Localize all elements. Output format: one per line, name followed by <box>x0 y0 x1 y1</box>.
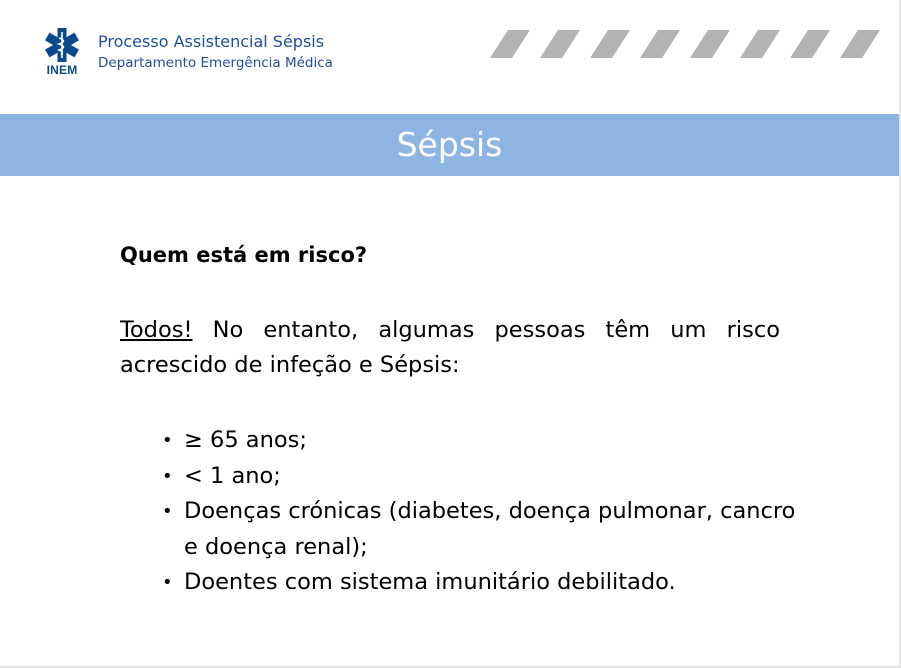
intro-rest: No entanto, algumas pessoas têm um risco acrescido de infeção e Sépsis: <box>120 317 780 378</box>
decorative-stripes <box>490 30 900 58</box>
bullet-icon: • <box>162 430 173 451</box>
list-item-text: ≥ 65 anos; <box>184 427 307 453</box>
list-item <box>162 494 802 565</box>
list-item-text: < 1 ano; <box>184 462 281 489</box>
list-item-text: Doentes com sistema imunitário debilitado. <box>184 569 676 595</box>
risk-list <box>162 423 802 601</box>
list-item <box>162 565 802 601</box>
org-title: Processo Assistencial Sépsis <box>98 32 325 51</box>
bullet-icon: • <box>162 465 173 487</box>
question-heading: Quem está em risco? <box>120 243 368 267</box>
bullet-icon: • <box>162 572 173 593</box>
bullet-icon: • <box>162 501 173 522</box>
list-item-text: Doenças crónicas (diabetes, doença pulmonar, cancro e doença renal); <box>184 498 796 560</box>
intro-paragraph <box>120 313 780 383</box>
intro-underlined: Todos! <box>120 317 193 343</box>
slide-title: Sépsis <box>396 125 503 164</box>
list-item <box>162 459 802 495</box>
logo-text: INEM <box>46 63 78 77</box>
org-subtitle: Departamento Emergência Médica <box>98 55 333 71</box>
list-item <box>162 423 802 459</box>
title-band <box>0 114 901 176</box>
